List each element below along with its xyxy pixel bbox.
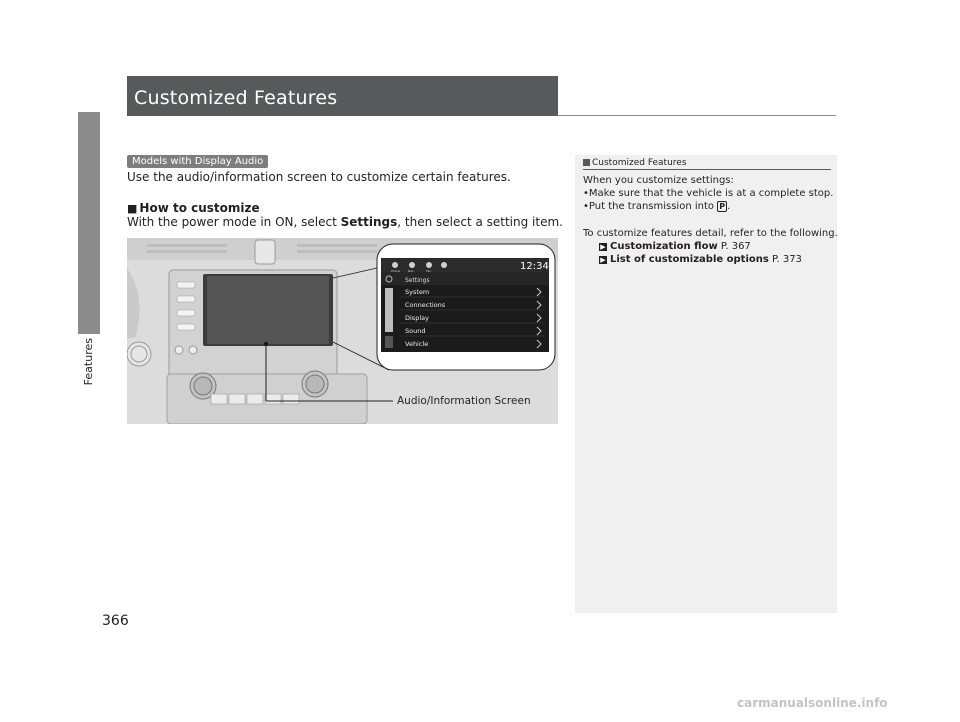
chapter-label: Features xyxy=(82,338,95,386)
sidebar-line-1: When you customize settings: xyxy=(583,175,734,186)
menu-item-connections: Connections xyxy=(405,301,446,309)
reference-arrow-icon: ▶ xyxy=(600,243,606,251)
ref-customizable-options[interactable]: ▶ List of customizable options P. 373 xyxy=(600,254,802,265)
how-to-text: With the power mode in ON, select Settings, then select a setting item. xyxy=(127,215,563,229)
sidebar-rule xyxy=(583,169,831,170)
how-to-heading: ■ How to customize xyxy=(127,201,260,215)
fav-shortcut: Fav xyxy=(426,269,432,273)
dashboard-figure xyxy=(127,238,558,424)
page-title: Customized Features xyxy=(134,87,338,109)
clock-readout: 12:34 xyxy=(520,261,549,272)
sidebar-line-2: To customize features detail, refer to the following. xyxy=(583,228,838,239)
screen-callout-label: Audio/Information Screen xyxy=(397,395,531,407)
notes-sidebar xyxy=(575,155,837,613)
phone-shortcut: Phone xyxy=(391,269,401,273)
square-bullet-icon: ■ xyxy=(127,202,138,215)
settings-keyword: Settings xyxy=(340,215,398,229)
ref-customization-flow[interactable]: ▶ Customization flow P. 367 xyxy=(600,241,751,252)
title-bar xyxy=(127,76,558,116)
bullet-icon: • xyxy=(583,188,589,199)
title-rule xyxy=(558,115,836,116)
model-badge: Models with Display Audio xyxy=(127,155,268,168)
menu-item-display: Display xyxy=(405,314,429,322)
dashboard-illustration xyxy=(127,238,558,424)
park-key-icon: P xyxy=(719,202,726,211)
sidebar-title: Customized Features xyxy=(583,158,687,168)
note-marker-icon xyxy=(583,159,590,166)
menu-item-sound: Sound xyxy=(405,327,426,335)
menu-item-system: System xyxy=(405,288,430,296)
watermark: carmanualsonline.info xyxy=(737,696,888,710)
menu-item-vehicle: Vehicle xyxy=(405,340,429,348)
sidebar-bullet-2: •Put the transmission into P . xyxy=(583,201,731,212)
reference-arrow-icon: ▶ xyxy=(600,256,606,264)
settings-title: Settings xyxy=(405,277,430,284)
bullet-icon: • xyxy=(583,201,589,212)
nav-shortcut: Nav xyxy=(408,269,414,273)
sidebar-bullet-1: •Make sure that the vehicle is at a complete stop. xyxy=(583,188,834,199)
chapter-tab xyxy=(78,112,100,334)
page-number: 366 xyxy=(102,613,129,629)
intro-text: Use the audio/information screen to customize certain features. xyxy=(127,170,511,184)
